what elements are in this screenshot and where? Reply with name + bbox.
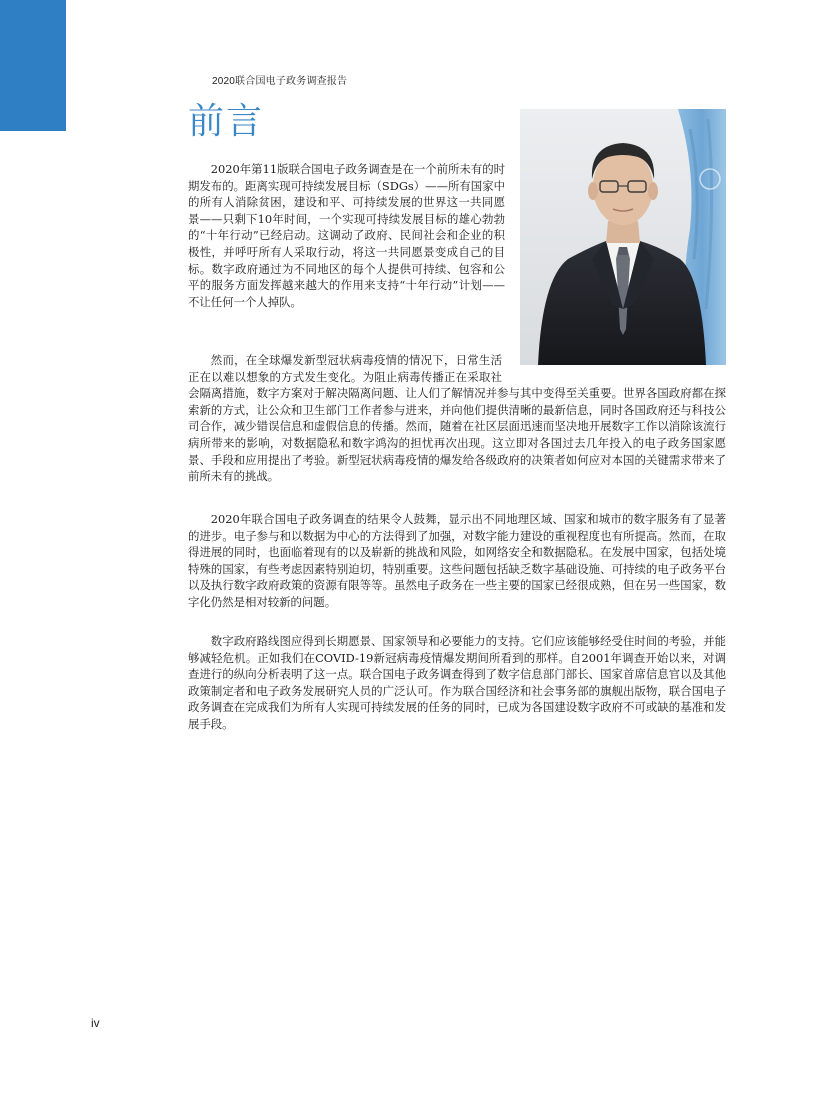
corner-color-block	[0, 0, 66, 131]
paragraph-4: 数字政府路线图应得到长期愿景、国家领导和必要能力的支持。它们应该能够经受住时间的考验，并能够减轻危机。正如我们在COVID-19新冠病毒疫情爆发期间所看到的那样。自2001年调查开始以来，对调查进行的纵向分析表明了这一点。联合国电子政务调查得到了数字信息部门部长、国家首席信息官以及其他政策制定者和电子政务发展研究人员的广泛认可。作为联合国经济和社会事务部的旗舰出版物，联合国电子政务调查在完成我们为所有人实现可持续发展的任务的同时，已成为各国建设数字政府不可或缺的基准和发展手段。	[188, 634, 726, 731]
portrait-photo	[520, 109, 726, 365]
paragraph-2: 然而，在全球爆发新型冠状病毒疫情的情况下，日常生活正在以难以想象的方式发生变化。为阻止病毒传播正在采取社会隔离措施，数字方案对于解决隔离问题、让人们了解情况并参与其中变得至关重要。世界各国政府都在探索新的方式，让公众和卫生部门工作者参与进来，并向他们提供清晰的最新信息，同时各国政府还与科技公司合作，减少错误信息和虚假信息的传播。然而，随着在社区层面迅速而坚决地开展数字工作以消除该流行病所带来的影响，对数据隐私和数字鸿沟的担忧再次出现。这立即对各国过去几年投入的电子政务国家愿景、手段和应用提出了考验。新型冠状病毒疫情的爆发给各级政府的决策者如何应对本国的关键需求带来了前所未有的挑战。	[188, 353, 726, 484]
paragraph-3: 2020年联合国电子政务调查的结果令人鼓舞，显示出不同地理区域、国家和城市的数字服务有了显著的进步。电子参与和以数据为中心的方法得到了加强，对数字能力建设的重视程度也有所提高。然而，在取得进展的同时，也面临着现有的以及崭新的挑战和风险，如网络安全和数据隐私。在发展中国家，包括处境特殊的国家，有些考虑因素特别迫切，特别重要。这些问题包括缺乏数字基础设施、可持续的电子政务平台以及执行数字政府政策的资源有限等等。虽然电子政务在一些主要的国家已经很成熟，但在另一些国家，数字化仍然是相对较新的问题。	[188, 512, 726, 609]
page-title: 前言	[188, 101, 265, 142]
running-header: 2020联合国电子政务调查报告	[212, 76, 348, 87]
page-number: iv	[91, 1016, 100, 1030]
paragraph-1: 2020年第11版联合国电子政务调查是在一个前所未有的时期发布的。距离实现可持续发展目标（SDGs）——所有国家中的所有人消除贫困，建设和平、可持续发展的世界这一共同愿景——只剩下10年时间，一个实现可持续发展目标的雄心勃勃的“十年行动”已经启动。这调动了政府、民间社会和企业的积极性，并呼吁所有人采取行动，将这一共同愿景变成自己的目标。数字政府通过为不同地区的每个人提供可持续、包容和公平的服务方面发挥越来越大的作用来支持“十年行动”计划——不让任何一个人掉队。	[188, 162, 505, 309]
